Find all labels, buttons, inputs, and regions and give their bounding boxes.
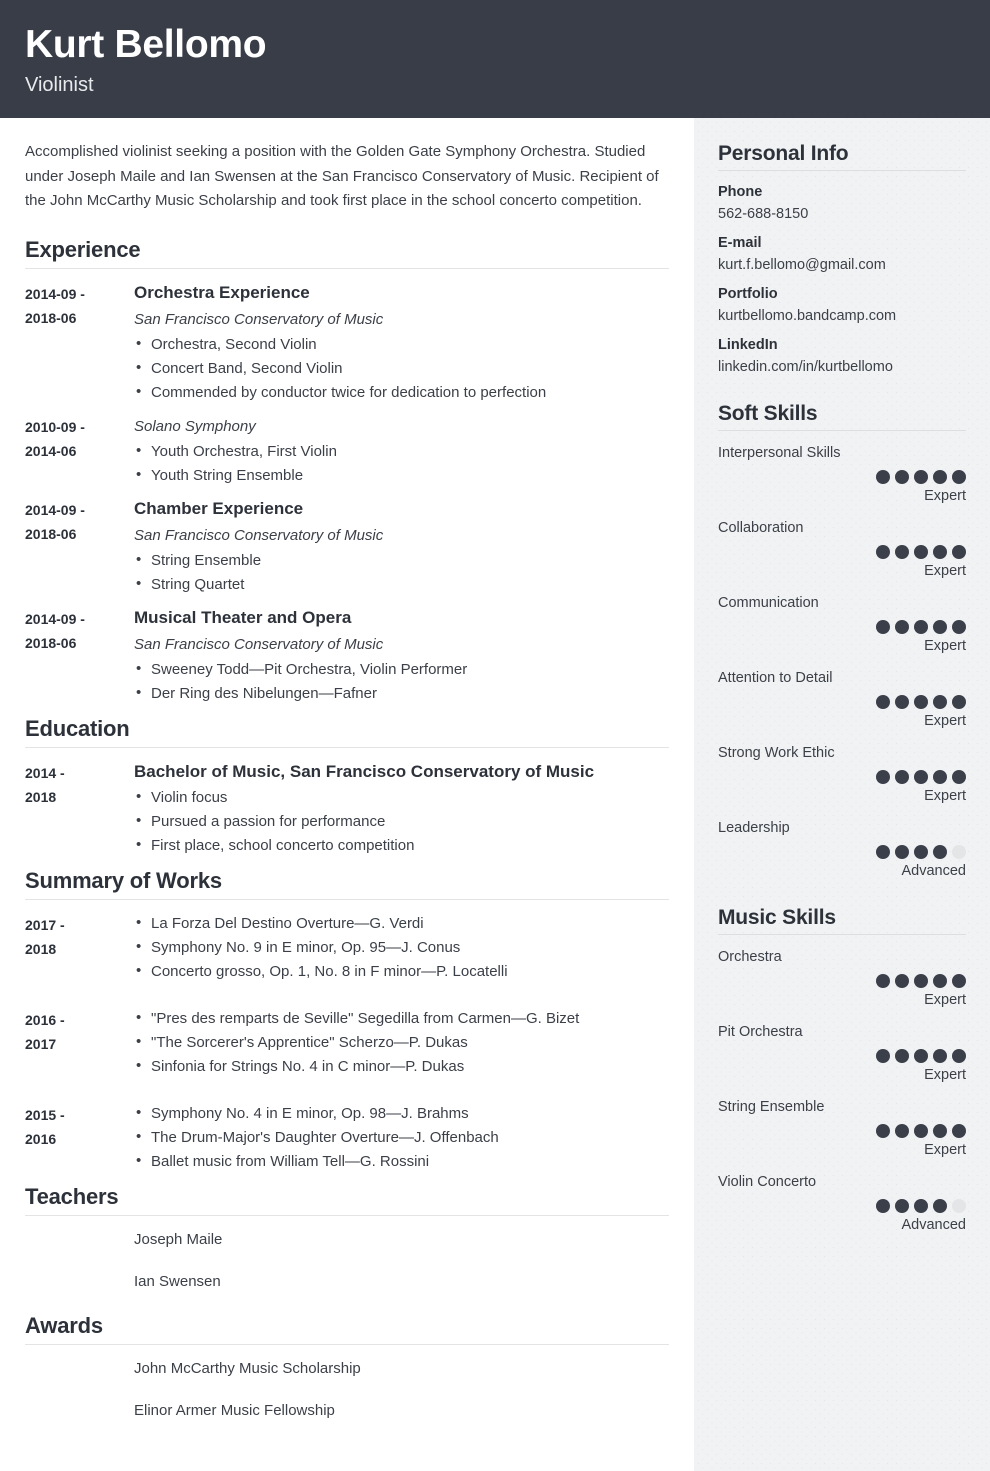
sidebar-heading-music-skills: Music Skills xyxy=(718,904,966,935)
bullet-item: • Orchestra, Second Violin xyxy=(134,333,669,357)
entry-date-range xyxy=(25,1270,134,1303)
rating-dot-filled xyxy=(876,1199,890,1213)
rating-dot-filled xyxy=(895,770,909,784)
rating-dot-filled xyxy=(933,1199,947,1213)
date-start: 2014-09 - xyxy=(25,610,85,627)
bullet-item: • "The Sorcerer's Apprentice" Scherzo—P. Dukas xyxy=(134,1031,669,1055)
date-end: 2018-06 xyxy=(25,525,77,542)
skill-rating-dots xyxy=(718,1199,966,1213)
entry-content xyxy=(134,1270,669,1303)
entry-content xyxy=(134,414,669,488)
date-end: 2017 xyxy=(25,1035,57,1052)
bullet-item: • Pursued a passion for performance xyxy=(134,810,669,834)
skill-level-label: Advanced xyxy=(901,863,966,879)
entry-content xyxy=(134,1228,669,1261)
works-content xyxy=(134,1007,669,1079)
entry-content xyxy=(134,606,669,706)
resume-entry xyxy=(25,606,669,706)
skill-level-label: Expert xyxy=(924,638,966,654)
entry-title: Musical Theater and Opera xyxy=(134,607,352,627)
rating-dot-filled xyxy=(914,1049,928,1063)
works-entry xyxy=(25,1007,669,1079)
list-item: Joseph Maile xyxy=(134,1230,223,1248)
bullet-item: • Youth Orchestra, First Violin xyxy=(134,440,669,464)
rating-dot-filled xyxy=(933,1124,947,1138)
skill-item xyxy=(718,666,966,732)
skill-rating-dots xyxy=(718,770,966,784)
works-entry xyxy=(25,912,669,984)
info-value[interactable]: kurt.f.bellomo@gmail.com xyxy=(718,257,886,273)
date-start: 2015 - xyxy=(25,1106,65,1123)
rating-dot-filled xyxy=(895,1199,909,1213)
simple-entry xyxy=(25,1228,669,1261)
date-end: 2018-06 xyxy=(25,309,77,326)
skill-item xyxy=(718,1170,966,1236)
skill-item xyxy=(718,816,966,882)
skill-rating-dots xyxy=(718,974,966,988)
bullet-item: • Youth String Ensemble xyxy=(134,464,669,488)
soft-skills-list xyxy=(718,441,966,882)
skill-rating-dots xyxy=(718,470,966,484)
info-label: Phone xyxy=(718,184,763,200)
info-value[interactable]: kurtbellomo.bandcamp.com xyxy=(718,308,897,324)
bullet-item: • "Pres des remparts de Seville" Segedilla from Carmen—G. Bizet xyxy=(134,1007,669,1031)
bullet-list xyxy=(134,1007,669,1079)
skill-rating-dots xyxy=(718,1049,966,1063)
bullet-item: • First place, school concerto competition xyxy=(134,834,669,858)
skill-rating-dots xyxy=(718,620,966,634)
info-label: LinkedIn xyxy=(718,337,778,353)
entry-organization: Solano Symphony xyxy=(134,417,256,435)
bullet-item: • String Ensemble xyxy=(134,549,669,573)
rating-dot-filled xyxy=(895,845,909,859)
bullet-item: • La Forza Del Destino Overture—G. Verdi xyxy=(134,912,669,936)
bullet-item: • Concert Band, Second Violin xyxy=(134,357,669,381)
rating-dot-filled xyxy=(933,695,947,709)
skill-item xyxy=(718,591,966,657)
date-start: 2016 - xyxy=(25,1011,65,1028)
resume-entry xyxy=(25,414,669,488)
rating-dot-filled xyxy=(914,620,928,634)
rating-dot-filled xyxy=(952,1049,966,1063)
entry-date-range xyxy=(25,1228,134,1261)
rating-dot-filled xyxy=(933,620,947,634)
rating-dot-filled xyxy=(895,620,909,634)
date-end: 2016 xyxy=(25,1130,57,1147)
rating-dot-filled xyxy=(914,974,928,988)
rating-dot-filled xyxy=(914,845,928,859)
info-value[interactable]: linkedin.com/in/kurtbellomo xyxy=(718,359,893,375)
entry-date-range xyxy=(25,606,134,706)
list-item: John McCarthy Music Scholarship xyxy=(134,1359,361,1377)
bullet-item: • Concerto grosso, Op. 1, No. 8 in F minor—P. Locatelli xyxy=(134,960,669,984)
date-end: 2018 xyxy=(25,788,57,805)
awards-list xyxy=(25,1357,669,1432)
skill-name: Interpersonal Skills xyxy=(718,445,841,461)
entry-date-range xyxy=(25,760,134,858)
rating-dot-filled xyxy=(895,470,909,484)
rating-dot-filled xyxy=(933,1049,947,1063)
date-start: 2014-09 - xyxy=(25,501,85,518)
rating-dot-filled xyxy=(952,470,966,484)
date-start: 2014 - xyxy=(25,764,65,781)
entry-date-range xyxy=(25,497,134,597)
rating-dot-empty xyxy=(952,1199,966,1213)
skill-item xyxy=(718,945,966,1011)
entry-content xyxy=(134,281,669,405)
rating-dot-filled xyxy=(876,545,890,559)
skill-name: Collaboration xyxy=(718,520,804,536)
date-end: 2018 xyxy=(25,940,57,957)
section-heading-teachers: Teachers xyxy=(25,1183,669,1216)
group-spacer xyxy=(25,993,669,1007)
teachers-list xyxy=(25,1228,669,1303)
date-end: 2014-06 xyxy=(25,442,77,459)
resume-entry xyxy=(25,760,669,858)
works-content xyxy=(134,912,669,984)
skill-level-label: Expert xyxy=(924,992,966,1008)
simple-entry xyxy=(25,1399,669,1432)
info-label: Portfolio xyxy=(718,286,778,302)
rating-dot-filled xyxy=(914,770,928,784)
skill-name: Leadership xyxy=(718,820,790,836)
rating-dot-filled xyxy=(895,1124,909,1138)
list-item: Ian Swensen xyxy=(134,1272,221,1290)
sidebar-column xyxy=(694,118,990,1471)
entry-content xyxy=(134,760,669,858)
skill-item xyxy=(718,1020,966,1086)
rating-dot-filled xyxy=(952,770,966,784)
entry-title: Bachelor of Music, San Francisco Conservatory of Music xyxy=(134,761,595,781)
simple-entry xyxy=(25,1270,669,1303)
section-heading-works: Summary of Works xyxy=(25,867,669,900)
skill-rating-dots xyxy=(718,845,966,859)
bullet-item: • Symphony No. 4 in E minor, Op. 98—J. Brahms xyxy=(134,1102,669,1126)
sidebar-heading-personal-info: Personal Info xyxy=(718,140,966,171)
resume-header xyxy=(0,0,990,118)
bullet-item: • String Quartet xyxy=(134,573,669,597)
resume-body xyxy=(0,118,990,1471)
skill-level-label: Expert xyxy=(924,788,966,804)
candidate-name: Kurt Bellomo xyxy=(25,23,267,66)
skill-name: Attention to Detail xyxy=(718,670,833,686)
rating-dot-filled xyxy=(876,974,890,988)
rating-dot-filled xyxy=(914,1199,928,1213)
rating-dot-filled xyxy=(895,695,909,709)
info-label: E-mail xyxy=(718,235,762,251)
list-item: Elinor Armer Music Fellowship xyxy=(134,1401,335,1419)
date-start: 2017 - xyxy=(25,916,65,933)
skill-item xyxy=(718,516,966,582)
skill-rating-dots xyxy=(718,545,966,559)
bullet-item: • Violin focus xyxy=(134,786,669,810)
rating-dot-filled xyxy=(952,974,966,988)
bullet-list xyxy=(134,440,669,488)
skill-name: Communication xyxy=(718,595,819,611)
candidate-role: Violinist xyxy=(25,74,94,96)
section-heading-experience: Experience xyxy=(25,236,669,269)
professional-summary: Accomplished violinist seeking a position with the Golden Gate Symphony Orchestra. Studied under Joseph Maile and Ian Swensen at the San Francisco Conservatory of Music. Recipient of the John McCarthy Music Scholarship and took first place in the school concerto competition. xyxy=(25,143,659,209)
skill-name: String Ensemble xyxy=(718,1099,825,1115)
rating-dot-filled xyxy=(876,1049,890,1063)
rating-dot-filled xyxy=(933,470,947,484)
section-heading-education: Education xyxy=(25,715,669,748)
bullet-item: • Ballet music from William Tell—G. Rossini xyxy=(134,1150,669,1174)
entry-date-range xyxy=(25,1007,134,1079)
bullet-list xyxy=(134,1102,669,1174)
entry-content xyxy=(134,497,669,597)
rating-dot-filled xyxy=(952,620,966,634)
rating-dot-filled xyxy=(914,695,928,709)
rating-dot-filled xyxy=(876,1124,890,1138)
bullet-item: • Sweeney Todd—Pit Orchestra, Violin Performer xyxy=(134,658,669,682)
rating-dot-filled xyxy=(895,545,909,559)
rating-dot-filled xyxy=(914,470,928,484)
skill-name: Violin Concerto xyxy=(718,1174,817,1190)
rating-dot-filled xyxy=(876,620,890,634)
main-column xyxy=(0,118,694,1471)
entry-title: Chamber Experience xyxy=(134,498,304,518)
rating-dot-filled xyxy=(876,470,890,484)
entry-date-range xyxy=(25,414,134,488)
bullet-list xyxy=(134,658,669,706)
works-entry xyxy=(25,1102,669,1174)
skill-level-label: Expert xyxy=(924,1142,966,1158)
bullet-list xyxy=(134,912,669,984)
rating-dot-filled xyxy=(895,974,909,988)
simple-entry xyxy=(25,1357,669,1390)
entry-content xyxy=(134,1399,669,1432)
skill-rating-dots xyxy=(718,695,966,709)
date-start: 2010-09 - xyxy=(25,418,85,435)
bullet-item: • Sinfonia for Strings No. 4 in C minor—P. Dukas xyxy=(134,1055,669,1079)
entry-organization: San Francisco Conservatory of Music xyxy=(134,310,384,328)
bullet-item: • Symphony No. 9 in E minor, Op. 95—J. Conus xyxy=(134,936,669,960)
skill-level-label: Expert xyxy=(924,1067,966,1083)
skill-item xyxy=(718,441,966,507)
entry-date-range xyxy=(25,1102,134,1174)
rating-dot-filled xyxy=(876,770,890,784)
skill-name: Strong Work Ethic xyxy=(718,745,835,761)
skill-name: Pit Orchestra xyxy=(718,1024,803,1040)
skill-level-label: Expert xyxy=(924,488,966,504)
music-skills-list xyxy=(718,945,966,1236)
rating-dot-filled xyxy=(933,770,947,784)
entry-date-range xyxy=(25,1357,134,1390)
entry-organization: San Francisco Conservatory of Music xyxy=(134,635,384,653)
skill-level-label: Expert xyxy=(924,713,966,729)
rating-dot-filled xyxy=(933,845,947,859)
entry-content xyxy=(134,1357,669,1390)
rating-dot-empty xyxy=(952,845,966,859)
rating-dot-filled xyxy=(952,695,966,709)
rating-dot-filled xyxy=(914,545,928,559)
entry-title: Orchestra Experience xyxy=(134,282,310,302)
skill-item xyxy=(718,1095,966,1161)
rating-dot-filled xyxy=(933,545,947,559)
bullet-item: • The Drum-Major's Daughter Overture—J. Offenbach xyxy=(134,1126,669,1150)
experience-list xyxy=(25,281,669,706)
works-list xyxy=(25,912,669,1174)
bullet-list xyxy=(134,549,669,597)
education-list xyxy=(25,760,669,858)
rating-dot-filled xyxy=(933,974,947,988)
skill-rating-dots xyxy=(718,1124,966,1138)
section-heading-awards: Awards xyxy=(25,1312,669,1345)
resume-entry xyxy=(25,497,669,597)
rating-dot-filled xyxy=(876,695,890,709)
bullet-list xyxy=(134,333,669,405)
rating-dot-filled xyxy=(876,845,890,859)
skill-level-label: Expert xyxy=(924,563,966,579)
entry-date-range xyxy=(25,912,134,984)
skill-level-label: Advanced xyxy=(901,1217,966,1233)
entry-date-range xyxy=(25,281,134,405)
info-value[interactable]: 562-688-8150 xyxy=(718,206,809,222)
personal-info-list xyxy=(718,181,966,378)
skill-name: Orchestra xyxy=(718,949,782,965)
rating-dot-filled xyxy=(914,1124,928,1138)
entry-date-range xyxy=(25,1399,134,1432)
date-start: 2014-09 - xyxy=(25,285,85,302)
rating-dot-filled xyxy=(952,545,966,559)
group-spacer xyxy=(25,1088,669,1102)
rating-dot-filled xyxy=(952,1124,966,1138)
resume-entry xyxy=(25,281,669,405)
date-end: 2018-06 xyxy=(25,634,77,651)
rating-dot-filled xyxy=(895,1049,909,1063)
sidebar-heading-soft-skills: Soft Skills xyxy=(718,400,966,431)
bullet-list xyxy=(134,786,669,858)
skill-item xyxy=(718,741,966,807)
entry-organization: San Francisco Conservatory of Music xyxy=(134,526,384,544)
bullet-item: • Commended by conductor twice for dedication to perfection xyxy=(134,381,669,405)
bullet-item: • Der Ring des Nibelungen—Fafner xyxy=(134,682,669,706)
works-content xyxy=(134,1102,669,1174)
